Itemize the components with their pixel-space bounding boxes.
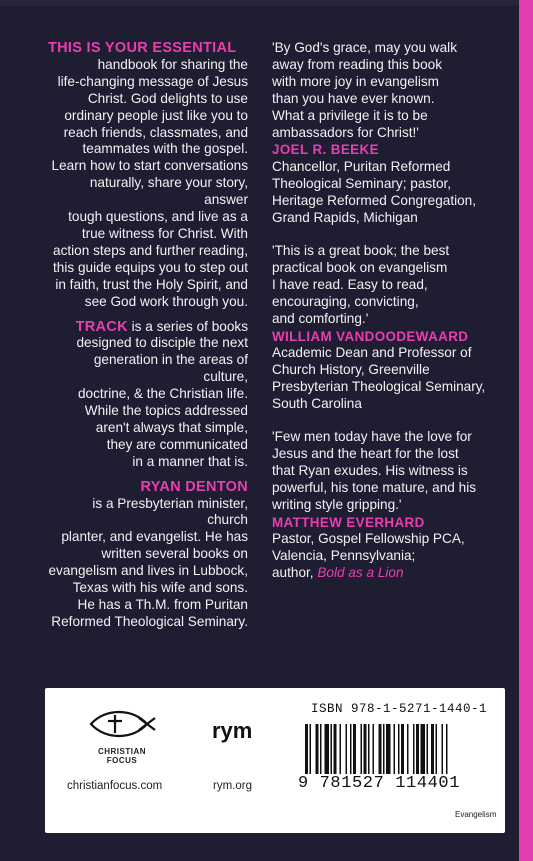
barcode-bar xyxy=(427,724,429,780)
left-column xyxy=(48,40,248,639)
role-line: Chancellor, Puritan Reformed xyxy=(272,159,451,175)
logo-line: FOCUS xyxy=(106,756,138,765)
quote-line: 'Few men today have the love for xyxy=(272,429,472,445)
series-line: designed to disciple the next xyxy=(76,335,248,351)
publisher-url: christianfocus.com xyxy=(67,780,163,792)
endorser-role xyxy=(272,531,512,582)
quote-line: and comforting.' xyxy=(272,310,369,326)
barcode-bar xyxy=(310,724,312,780)
rym-url: rym.org xyxy=(213,780,252,792)
series-line: in a manner that is. xyxy=(132,453,248,469)
barcode-bar xyxy=(442,724,444,780)
barcode-bar xyxy=(436,724,438,780)
intro-line: reach friends, classmates, and xyxy=(63,124,248,140)
quote-line: 'By God's grace, may you walk xyxy=(272,40,458,55)
barcode-bar xyxy=(413,724,415,780)
intro-line: Christ. God delights to use xyxy=(87,90,248,106)
role-line: Theological Seminary; pastor, xyxy=(272,176,452,192)
quote-line: powerful, his tone mature, and his xyxy=(272,479,477,495)
endorser-role xyxy=(272,345,512,413)
intro-line: Learn how to start conversations xyxy=(51,158,248,174)
rym-logo-mark xyxy=(210,718,256,746)
series-line: While the topics addressed xyxy=(84,403,248,419)
intro-highlight: THIS IS YOUR ESSENTIAL xyxy=(48,40,237,56)
barcode-bar xyxy=(364,724,367,780)
author-line: is a Presbyterian minister, church xyxy=(92,495,248,528)
ichthys-fish-icon xyxy=(87,710,157,738)
quote-line: I have read. Easy to read, xyxy=(272,276,428,292)
author-line: written several books on xyxy=(101,546,248,562)
barcode-bar xyxy=(383,724,385,780)
series-line: they are communicated xyxy=(106,436,248,452)
intro-line: action steps and further reading, xyxy=(53,242,248,258)
role-line: Grand Rapids, Michigan xyxy=(272,210,418,226)
barcode-bar xyxy=(325,724,330,780)
barcode-bar xyxy=(446,724,448,780)
book-title-italic: Bold as a Lion xyxy=(317,565,404,581)
author-line: He has a Th.M. from Puritan xyxy=(77,597,248,612)
barcode-bar xyxy=(394,724,396,780)
author-line: evangelism and lives in Lubbock, xyxy=(48,563,248,579)
barcode-bar xyxy=(331,724,333,780)
role-line: South Carolina xyxy=(272,396,362,412)
barcode-bar xyxy=(340,724,342,780)
endorser-name: WILLIAM VANDOODEWAARD xyxy=(272,328,469,344)
barcode-bar xyxy=(401,724,404,780)
endorsement-quote xyxy=(272,429,512,514)
intro-line: life-changing message of Jesus xyxy=(57,73,248,89)
endorsement-quote xyxy=(272,243,512,328)
role-line: Presbyterian Theological Seminary, xyxy=(272,379,486,395)
isbn-text: ISBN 978-1-5271-1440-1 xyxy=(311,702,488,716)
series-highlight: TRACK xyxy=(75,318,128,335)
top-edge xyxy=(0,0,519,6)
barcode-panel xyxy=(45,688,505,833)
quote-line: that Ryan exudes. His witness is xyxy=(272,462,468,478)
intro-line: see God work through you. xyxy=(84,293,248,309)
barcode-bar xyxy=(353,724,356,780)
quote-line: with more joy in evangelism xyxy=(272,73,439,89)
genre-label: Evangelism xyxy=(455,810,497,819)
barcode-bar xyxy=(316,724,319,780)
series-line: generation in the areas of culture, xyxy=(93,352,248,385)
endorser-role xyxy=(272,159,512,227)
barcode-bar xyxy=(416,724,419,780)
author-line: Texas with his wife and sons. xyxy=(72,580,248,596)
quote-line: 'This is a great book; the best xyxy=(272,242,450,258)
endorser-name: JOEL R. BEEKE xyxy=(272,142,379,158)
logo-line: CHRISTIAN xyxy=(97,747,147,756)
barcode-bar xyxy=(373,724,375,780)
role-prefix: author, xyxy=(272,565,318,581)
barcode-bar xyxy=(398,724,400,780)
intro-line: teammates with the gospel. xyxy=(82,141,248,157)
author-line: Reformed Theological Seminary. xyxy=(51,613,248,629)
barcode-bar xyxy=(421,724,426,780)
rym-logo-text: rym xyxy=(212,718,253,743)
quote-line: What a privilege it is to be xyxy=(272,107,428,123)
quote-line: writing style gripping.' xyxy=(272,496,402,512)
author-name-highlight: RYAN DENTON xyxy=(140,478,248,495)
barcode-bar xyxy=(350,724,352,780)
intro-line: this guide equips you to step out xyxy=(53,259,248,275)
intro-line: in faith, trust the Holy Spirit, and xyxy=(55,276,248,292)
role-line: Valencia, Pennsylvania; xyxy=(272,548,416,564)
quote-line: than you have ever known. xyxy=(272,90,435,106)
role-line: Pastor, Gospel Fellowship PCA, xyxy=(272,531,465,547)
intro-line: handbook for sharing the xyxy=(97,56,248,72)
quote-line: practical book on evangelism xyxy=(272,259,448,275)
rym-logo xyxy=(210,718,256,751)
barcode-digits: 9 781527 114401 xyxy=(298,774,461,793)
quote-line: Jesus and the heart for the lost xyxy=(272,445,459,461)
barcode-bars xyxy=(303,724,495,780)
series-line: doctrine, & the Christian life. xyxy=(77,386,248,402)
intro-line: tough questions, and live as a xyxy=(68,209,248,225)
intro-line: ordinary people just like you to xyxy=(64,107,248,123)
role-line: Academic Dean and Professor of xyxy=(272,345,472,361)
intro-line: true witness for Christ. With xyxy=(81,225,248,241)
barcode-bar xyxy=(386,724,391,780)
quote-line: away from reading this book xyxy=(272,56,443,72)
barcode-bar xyxy=(361,724,363,780)
quote-line: ambassadors for Christ!' xyxy=(272,124,419,140)
quote-line: encouraging, convicting, xyxy=(272,293,419,309)
barcode-bar xyxy=(379,724,382,780)
author-line: planter, and evangelist. He has xyxy=(61,529,248,545)
endorsements-column xyxy=(272,40,512,598)
endorsement-quote xyxy=(272,40,512,141)
series-line: is a series of books xyxy=(127,318,248,334)
series-paragraph xyxy=(48,319,248,471)
barcode-bar xyxy=(320,724,322,780)
intro-line: naturally, share your story, answer xyxy=(89,175,248,208)
series-line: aren't always that simple, xyxy=(95,419,248,435)
logo-text xyxy=(67,747,177,765)
role-line: Heritage Reformed Congregation, xyxy=(272,193,477,209)
barcode-bar xyxy=(407,724,409,780)
barcode-bar xyxy=(431,724,434,780)
barcode-bar xyxy=(334,724,337,780)
author-paragraph xyxy=(48,479,248,631)
pink-spine-strip xyxy=(519,0,533,861)
intro-paragraph xyxy=(48,40,248,311)
barcode-bar xyxy=(305,724,308,780)
christian-focus-logo xyxy=(67,710,177,765)
barcode-bar xyxy=(346,724,348,780)
role-line: Church History, Greenville xyxy=(272,362,430,378)
barcode-bar xyxy=(368,724,370,780)
endorser-name: MATTHEW EVERHARD xyxy=(272,514,425,530)
